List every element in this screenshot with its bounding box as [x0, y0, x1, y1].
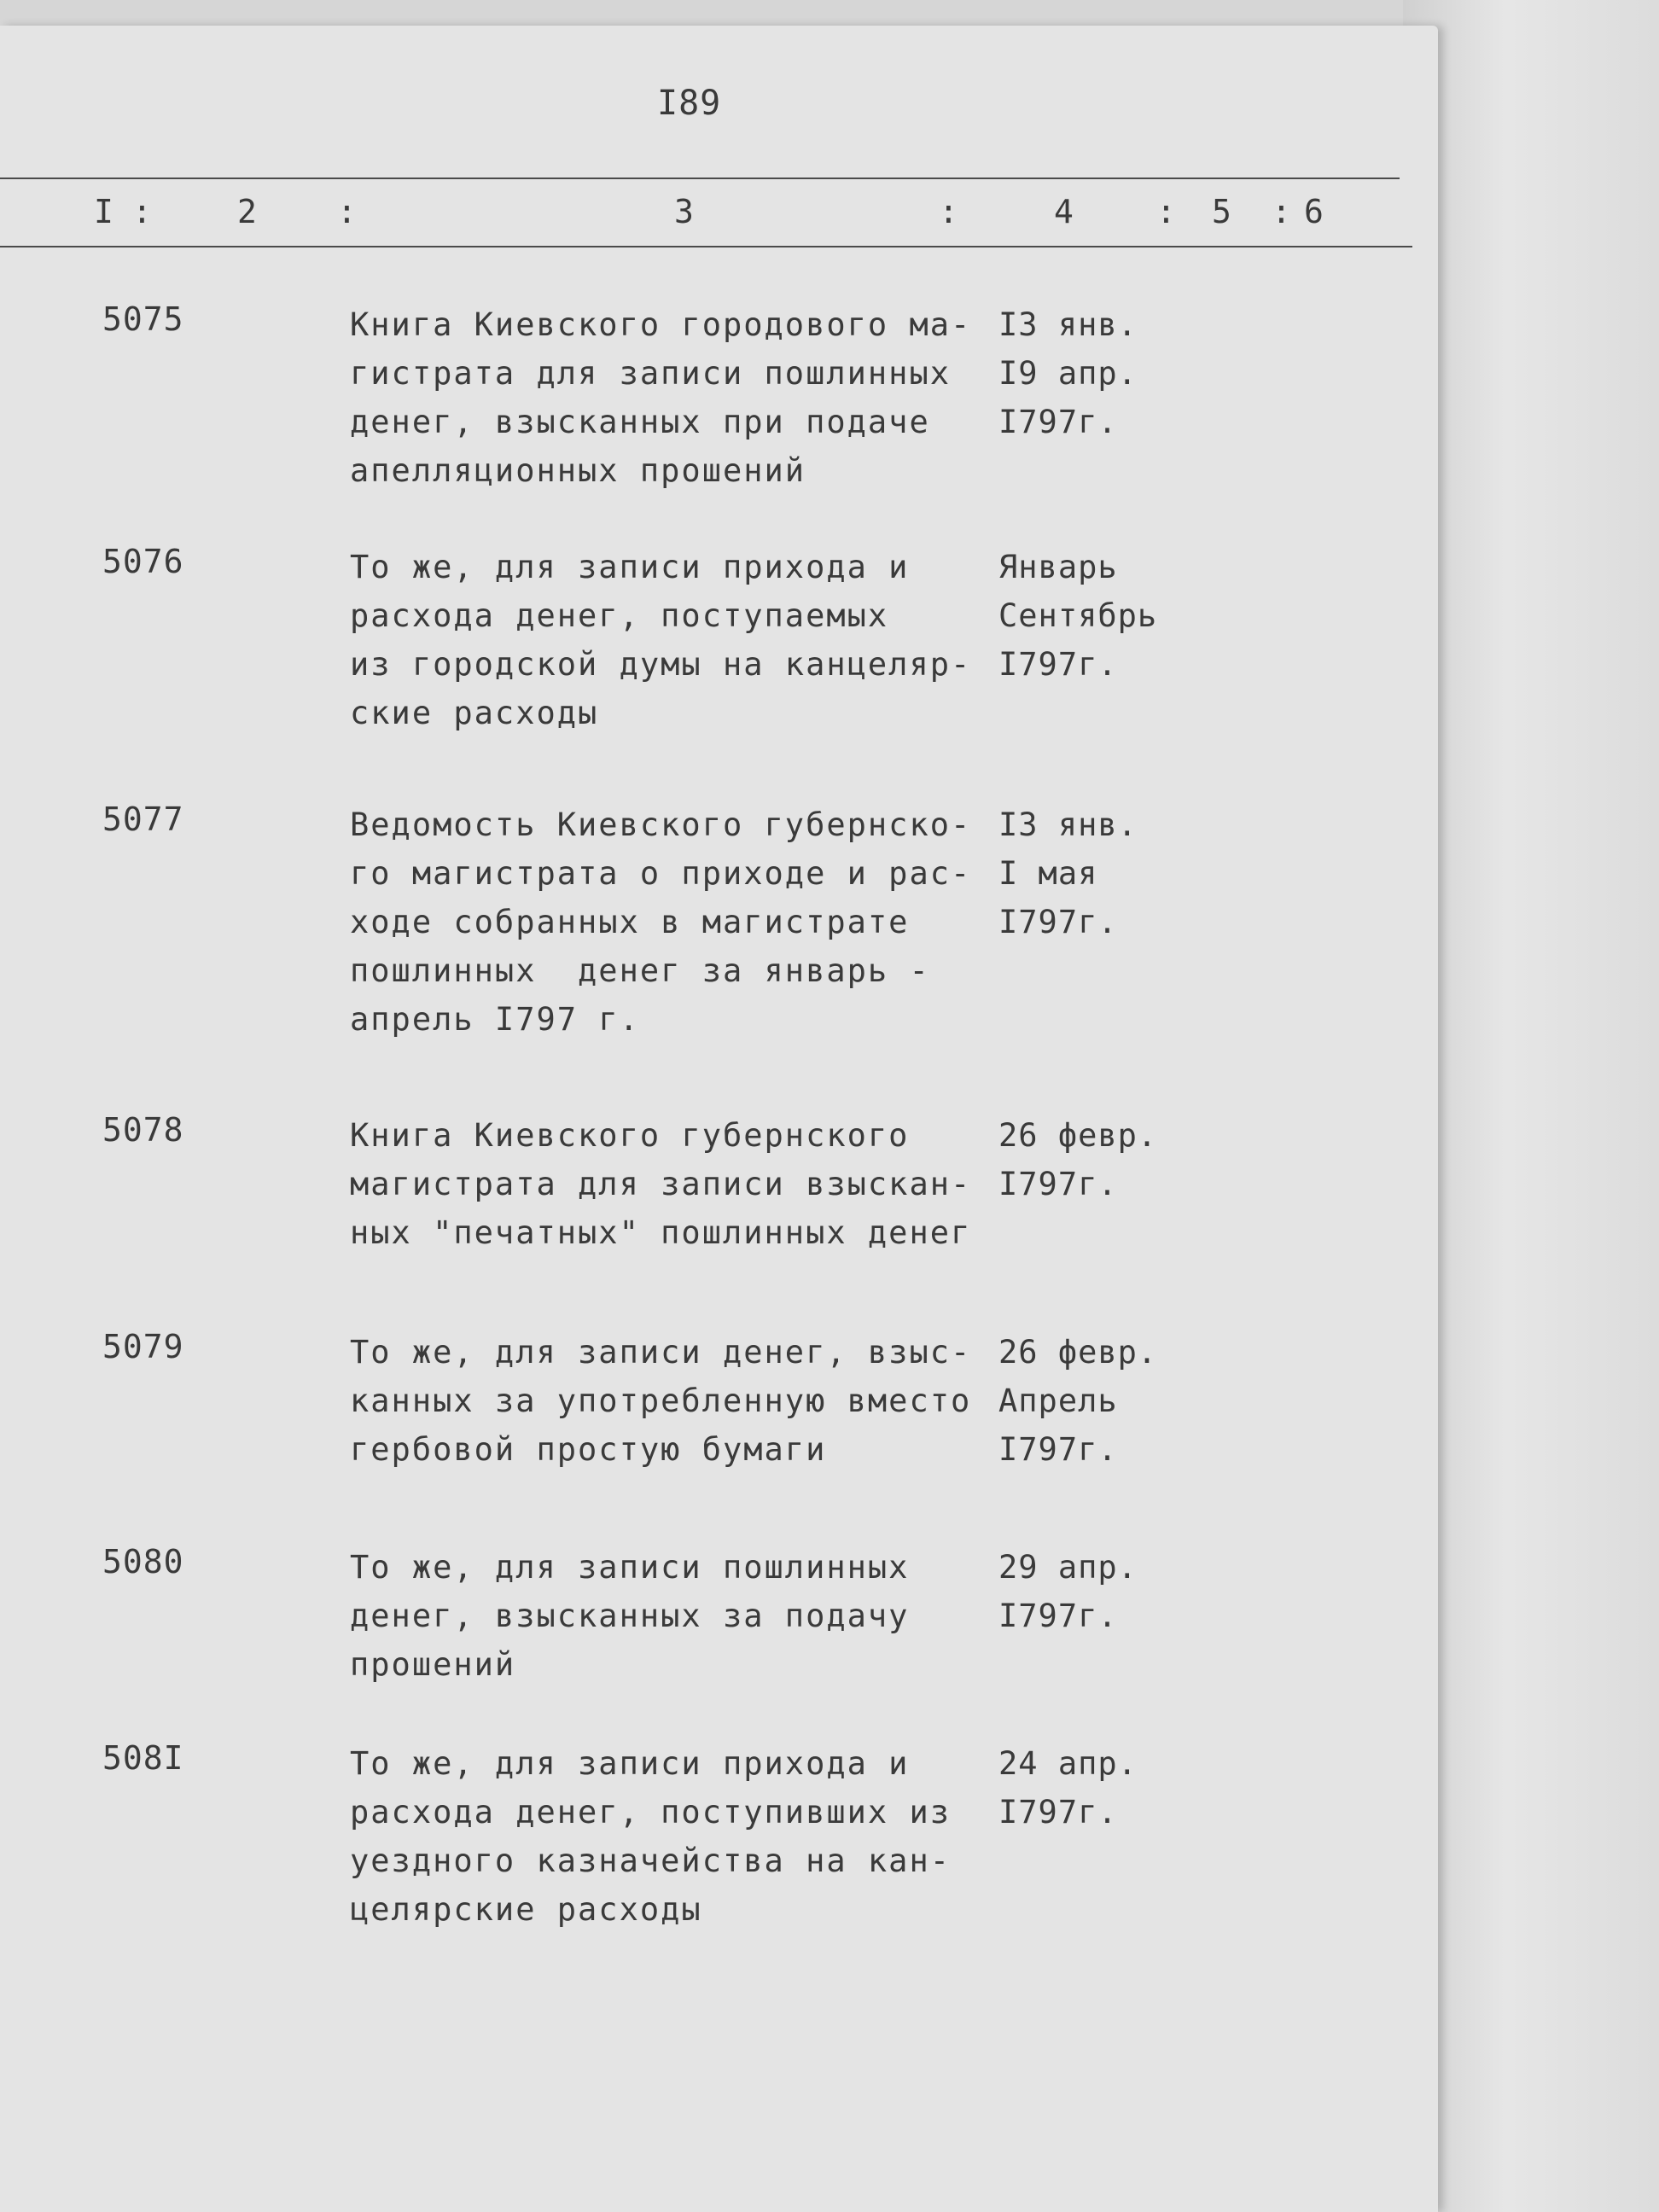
date-line: I797г.: [998, 1794, 1118, 1831]
date-line: Январь: [998, 549, 1118, 585]
column-header-row: [0, 193, 1400, 236]
record-dates: [998, 300, 1138, 446]
description-line: из городской думы на канцеляр-: [350, 646, 972, 683]
description-line: прошений: [350, 1646, 516, 1683]
record-description: [350, 1328, 981, 1474]
record-number: 5079: [102, 1328, 184, 1365]
description-line: гистрата для записи пошлинных: [350, 355, 952, 392]
column-separator: :: [337, 193, 357, 230]
date-line: 29 апр.: [998, 1549, 1138, 1586]
record-number: 5075: [102, 300, 184, 338]
description-line: То же, для записи прихода и: [350, 549, 910, 585]
column-separator: :: [1156, 193, 1176, 230]
background-surface: [1403, 0, 1659, 2212]
date-line: I мая: [998, 855, 1098, 892]
record-description: [350, 543, 981, 737]
column-header-4: 4: [1054, 193, 1074, 230]
description-line: целярские расходы: [350, 1891, 702, 1928]
description-line: го магистрата о приходе и рас-: [350, 855, 972, 892]
record-dates: [998, 1543, 1138, 1640]
date-line: Апрель: [998, 1382, 1118, 1419]
page-number: I89: [657, 84, 722, 123]
description-line: апрель I797 г.: [350, 1001, 640, 1038]
record-description: [350, 1739, 981, 1934]
record-dates: [998, 800, 1138, 946]
record-description: [350, 1111, 981, 1257]
date-line: I3 янв.: [998, 306, 1138, 343]
date-line: 26 февр.: [998, 1117, 1158, 1154]
description-line: ходе собранных в магистрате: [350, 904, 910, 940]
record-number: 5078: [102, 1111, 184, 1149]
description-line: Книга Киевского городового ма-: [350, 306, 972, 343]
record-number: 508I: [102, 1739, 184, 1777]
date-line: Сентябрь: [998, 597, 1158, 634]
column-header-2: 2: [237, 193, 257, 230]
record-number: 5076: [102, 543, 184, 580]
description-line: Ведомость Киевского губернско-: [350, 806, 972, 843]
record-dates: [998, 1328, 1157, 1474]
column-separator: :: [939, 193, 958, 230]
record-description: [350, 1543, 981, 1689]
record-dates: [998, 543, 1157, 689]
description-line: расхода денег, поступаемых: [350, 597, 889, 634]
record-description: [350, 300, 981, 495]
header-rule-top: [0, 178, 1400, 179]
description-line: пошлинных денег за январь -: [350, 952, 930, 989]
date-line: I797г.: [998, 1166, 1118, 1202]
description-line: То же, для записи денег, взыс-: [350, 1334, 972, 1371]
date-line: 26 февр.: [998, 1334, 1158, 1371]
date-line: I9 апр.: [998, 355, 1138, 392]
column-header-6: 6: [1304, 193, 1324, 230]
date-line: I797г.: [998, 646, 1118, 683]
record-number: 5077: [102, 800, 184, 838]
description-line: То же, для записи прихода и: [350, 1745, 910, 1782]
column-separator: :: [132, 193, 152, 230]
description-line: То же, для записи пошлинных: [350, 1549, 910, 1586]
description-line: магистрата для записи взыскан-: [350, 1166, 972, 1202]
description-line: денег, взысканных при подаче: [350, 404, 930, 440]
description-line: денег, взысканных за подачу: [350, 1598, 910, 1634]
date-line: I3 янв.: [998, 806, 1138, 843]
record-description: [350, 800, 981, 1044]
column-header-5: 5: [1212, 193, 1231, 230]
column-header-3: 3: [674, 193, 694, 230]
date-line: I797г.: [998, 404, 1118, 440]
header-rule-bottom: [0, 246, 1412, 247]
record-dates: [998, 1111, 1157, 1208]
date-line: I797г.: [998, 904, 1118, 940]
record-number: 5080: [102, 1543, 184, 1580]
date-line: I797г.: [998, 1431, 1118, 1468]
description-line: ных "печатных" пошлинных денег: [350, 1214, 972, 1251]
description-line: гербовой простую бумаги: [350, 1431, 827, 1468]
column-header-1: I: [94, 193, 114, 230]
description-line: апелляционных прошений: [350, 452, 806, 489]
date-line: 24 апр.: [998, 1745, 1138, 1782]
description-line: канных за употребленную вместо: [350, 1382, 972, 1419]
description-line: Книга Киевского губернского: [350, 1117, 910, 1154]
description-line: расхода денег, поступивших из: [350, 1794, 952, 1831]
description-line: ские расходы: [350, 695, 599, 731]
column-separator: :: [1272, 193, 1291, 230]
document-page: [0, 26, 1438, 2212]
record-dates: [998, 1739, 1138, 1837]
description-line: уездного казначейства на кан-: [350, 1842, 952, 1879]
date-line: I797г.: [998, 1598, 1118, 1634]
